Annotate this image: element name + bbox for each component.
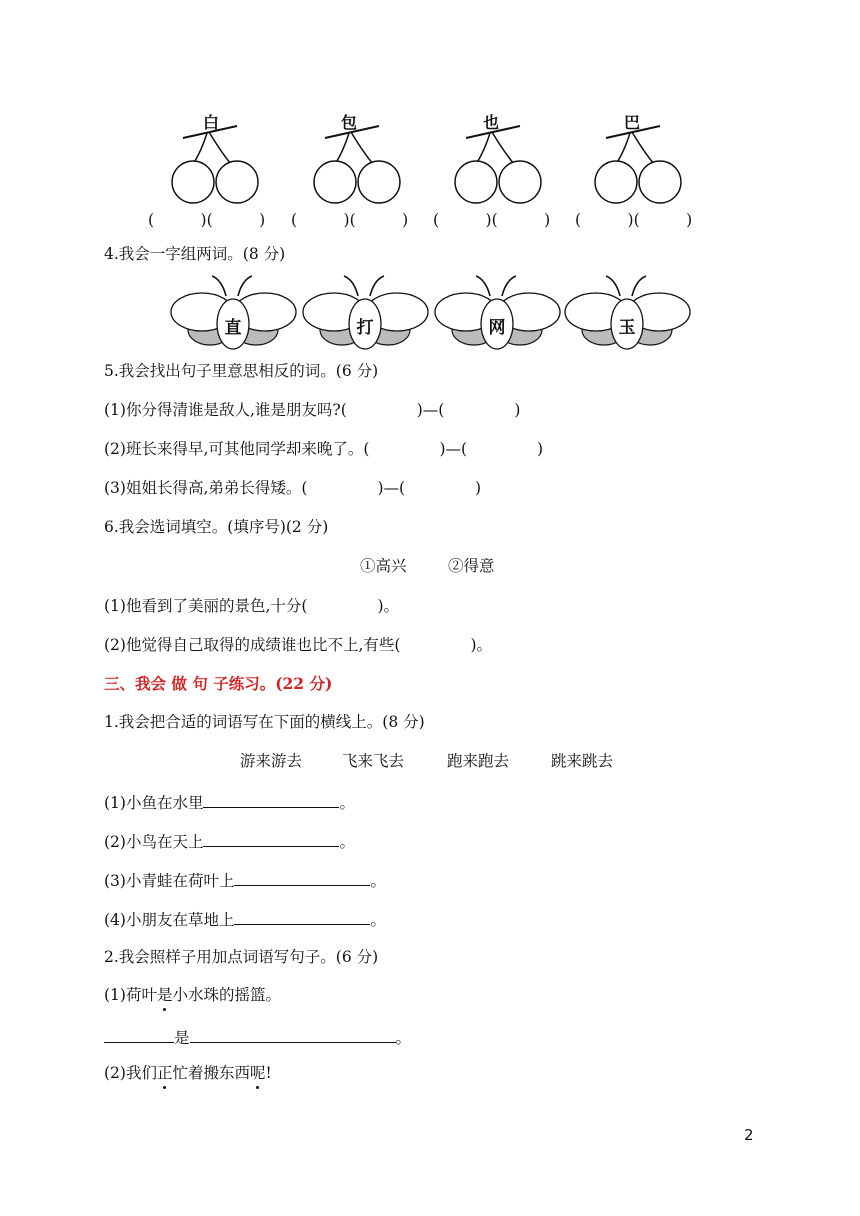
butterfly-char-3: 网: [488, 318, 506, 338]
word-bank-4: 跳来跳去: [551, 752, 614, 770]
s3q1-item-text: (2)小鸟在天上: [104, 833, 204, 851]
dotted-word: 是: [156, 986, 173, 1004]
example-text: (1)荷叶: [104, 986, 157, 1004]
s3q1-item-end: 。: [339, 794, 355, 812]
s3q1-item-2: [104, 830, 355, 852]
example-text: !: [265, 1064, 272, 1082]
question-5-title: 5.我会找出句子里意思相反的词。(6 分): [104, 362, 379, 380]
s3q1-item-3: [104, 869, 386, 891]
word-bank-1: 游来游去: [240, 752, 303, 770]
cherry-icon: [588, 120, 698, 210]
s3q1-item-4: [104, 908, 386, 930]
q5-item-text: (3)姐姐长得高,弟弟长得矮。(: [104, 479, 308, 497]
q5-item-text: (1)你分得清谁是敌人,谁是朋友吗?(: [104, 401, 347, 419]
s3q1-item-end: 。: [370, 872, 386, 890]
word-bank-2: 飞来飞去: [342, 752, 405, 770]
q6-option-1: ①高兴: [360, 557, 407, 575]
cherry-char-3: 也: [482, 113, 499, 132]
s3q2-answer-1: [104, 1026, 411, 1048]
dotted-word: 正: [156, 1064, 173, 1082]
s3-question-1-title: 1.我会把合适的词语写在下面的横线上。(8 分): [104, 713, 425, 731]
answer-line[interactable]: [234, 869, 370, 886]
example-text: 忙着搬东西: [172, 1064, 250, 1082]
q5-item-end: ): [475, 479, 482, 497]
q6-item-1: [104, 596, 399, 616]
cherry-char-2: 包: [340, 113, 357, 132]
answer-line[interactable]: [190, 1026, 396, 1043]
page-number: 2: [744, 1126, 754, 1144]
answer-line[interactable]: [234, 908, 370, 925]
example-text: (2)我们: [104, 1064, 157, 1082]
q6-option-2: ②得意: [448, 557, 495, 575]
answer-mid: 是: [174, 1029, 190, 1047]
cherry-answer-parens-4[interactable]: ( )( ): [575, 211, 693, 229]
butterfly-char-2: 打: [356, 318, 374, 338]
s3q2-example-1: [104, 985, 281, 1005]
q5-item-end: ): [537, 440, 544, 458]
s3q1-item-end: 。: [370, 911, 386, 929]
q6-item-end: )。: [377, 597, 399, 615]
butterfly-char-1: 直: [224, 318, 242, 338]
s3-question-2-title: 2.我会照样子用加点词语写句子。(6 分): [104, 948, 379, 966]
cherry-icon: [307, 120, 417, 210]
question-6-title: 6.我会选词填空。(填序号)(2 分): [104, 518, 329, 536]
q5-item-2: [104, 439, 543, 459]
s3q1-item-text: (3)小青蛙在荷叶上: [104, 872, 235, 890]
q5-item-text: (2)班长来得早,可其他同学却来晚了。(: [104, 440, 370, 458]
q6-item-end: )。: [470, 636, 492, 654]
cherry-answer-parens-3[interactable]: ( )( ): [433, 211, 551, 229]
s3q1-item-text: (1)小鱼在水里: [104, 794, 204, 812]
butterfly-icon: [434, 272, 564, 352]
answer-line[interactable]: [104, 1026, 174, 1043]
answer-line[interactable]: [203, 830, 339, 847]
s3q2-example-2: [104, 1063, 272, 1083]
cherry-answer-parens-1[interactable]: ( )( ): [148, 211, 266, 229]
cherry-icon: [165, 120, 275, 210]
cherry-icon: [448, 120, 558, 210]
question-4-title: 4.我会一字组两词。(8 分): [104, 245, 286, 263]
butterfly-char-4: 玉: [618, 318, 636, 338]
cherry-char-1: 白: [202, 113, 219, 132]
q5-item-end: ): [514, 401, 521, 419]
section-3-title: 三、我会 做 句 子练习。(22 分): [104, 674, 333, 693]
cherry-char-4: 巴: [623, 113, 640, 132]
q5-item-3: [104, 478, 481, 498]
s3q1-item-end: 。: [339, 833, 355, 851]
s3q1-item-text: (4)小朋友在草地上: [104, 911, 235, 929]
q5-item-1: [104, 400, 520, 420]
q6-item-text: (2)他觉得自己取得的成绩谁也比不上,有些(: [104, 636, 401, 654]
butterfly-icon: [302, 272, 432, 352]
q6-item-2: [104, 635, 492, 655]
s3q1-item-1: [104, 791, 355, 813]
q5-item-sep: )—(: [377, 479, 406, 497]
butterfly-icon: [564, 272, 694, 352]
answer-end: 。: [395, 1029, 412, 1047]
answer-line[interactable]: [203, 791, 339, 808]
example-text: 小水珠的摇篮。: [172, 986, 281, 1004]
q5-item-sep: )—(: [439, 440, 468, 458]
q5-item-sep: )—(: [416, 401, 445, 419]
word-bank-3: 跑来跑去: [447, 752, 510, 770]
q6-item-text: (1)他看到了美丽的景色,十分(: [104, 597, 308, 615]
dotted-word: 呢: [250, 1064, 266, 1082]
butterfly-icon: [170, 272, 300, 352]
cherry-answer-parens-2[interactable]: ( )( ): [291, 211, 409, 229]
